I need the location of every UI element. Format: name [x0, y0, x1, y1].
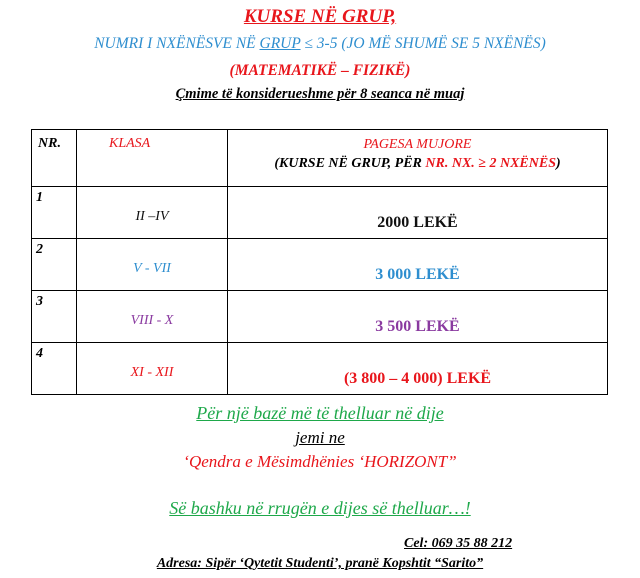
table-row: [32, 343, 608, 395]
row-price: 3 500 LEKË: [228, 291, 608, 343]
row-price: 2000 LEKË: [228, 187, 608, 239]
footer-slogan-3: Së bashku në rrugën e dijes së thelluar…!: [169, 498, 471, 518]
footer-slogan-1: Për një bazë më të thelluar në dije: [196, 403, 444, 423]
group-size-subtitle: NUMRI I NXËNËSVE NË GRUP ≤ 3-5 (JO MË SHUMË SE 5 NXËNËS): [94, 35, 546, 52]
footer-slogan-2: jemi ne: [295, 428, 345, 447]
table-row: [32, 291, 608, 343]
price-table: [31, 129, 608, 395]
price-note: Çmime të konsiderueshme për 8 seanca në muaj: [175, 86, 465, 102]
row-nr: 2: [32, 239, 77, 291]
row-nr: 3: [32, 291, 77, 343]
header-nr: NR.: [32, 130, 77, 187]
row-price: 3 000 LEKË: [228, 239, 608, 291]
header-pagesa-line2: (KURSE NË GRUP, PËR NR. NX. ≥ 2 NXËNËS): [274, 156, 561, 171]
row-nr: 1: [32, 187, 77, 239]
row-klasa: VIII - X: [77, 291, 228, 343]
page-title: KURSE NË GRUP,: [243, 6, 397, 27]
row-klasa: V - VII: [77, 239, 228, 291]
row-klasa: XI - XII: [77, 343, 228, 395]
row-klasa: II –IV: [77, 187, 228, 239]
row-nr: 4: [32, 343, 77, 395]
subjects-subtitle: (MATEMATIKË – FIZIKË): [229, 62, 411, 79]
address: Adresa: Sipër ‘Qytetit Studenti’, pranë Kopshtit “Sarito”: [156, 556, 484, 571]
table-header-row: [32, 130, 608, 187]
phone-number: Cel: 069 35 88 212: [404, 536, 513, 551]
table-row: [32, 239, 608, 291]
header-pagesa-line1: PAGESA MUJORE: [363, 137, 472, 152]
footer-center-name: ‘Qendra e Mësimdhënies ‘HORIZONT”: [183, 452, 457, 471]
row-price: (3 800 – 4 000) LEKË: [228, 343, 608, 395]
table-row: [32, 187, 608, 239]
grup-underlined: GRUP: [259, 35, 301, 52]
header-pagesa: [228, 130, 608, 187]
header-klasa: KLASA: [77, 130, 228, 187]
